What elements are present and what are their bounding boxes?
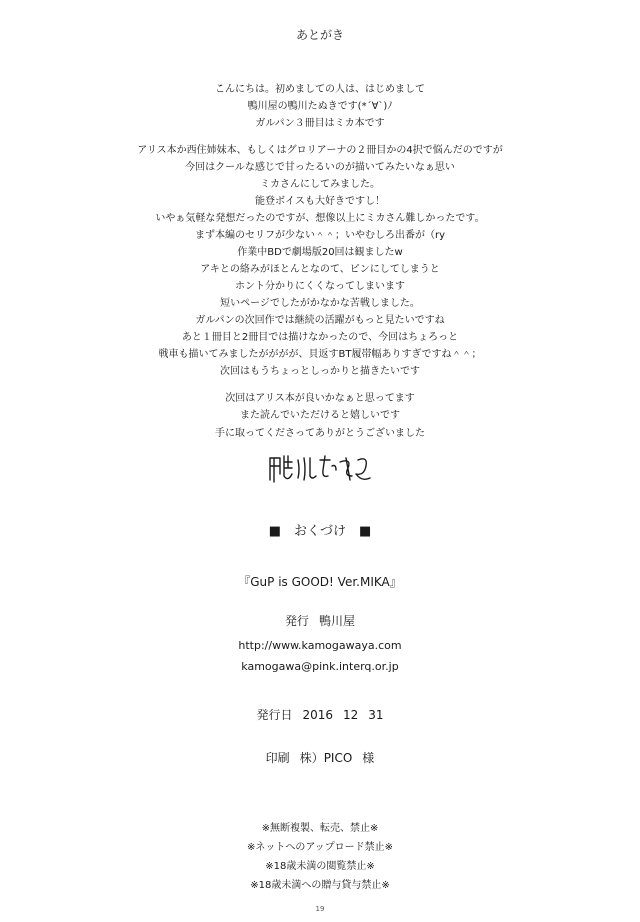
warning-line: ※18歳未満への贈与貸与禁止※	[250, 880, 390, 891]
date-year: 2016	[302, 708, 333, 722]
issue-date-line	[0, 706, 640, 723]
warning-line: ※無断複製、転売、禁止※	[261, 823, 379, 834]
publisher-line	[0, 612, 640, 629]
contact-email: kamogawa@pink.interq.or.jp	[241, 660, 399, 673]
afterword-line: ミカさんにしてみました。	[260, 179, 380, 190]
printer-line	[0, 749, 640, 766]
greeting-line: こんにちは。初めましての人は、はじめまして	[215, 84, 425, 95]
printer-name: 株）PICO	[299, 751, 353, 765]
afterword-title: あとがき	[295, 28, 344, 42]
warning-line: ※18歳未満の閲覧禁止※	[265, 861, 375, 872]
page-number: 19	[315, 905, 325, 913]
book-title: 『GuP is GOOD! Ver.MIKA』	[238, 575, 402, 589]
afterword-line: 今回はクールな感じで甘ったるいのが描いてみたいなぁ思い	[185, 162, 455, 173]
afterword-line: まず本編のセリフが少ない＾＾；いやむしろ出番が（ry	[194, 230, 446, 241]
afterword-line: ガルパンの次回作では継続の活躍がもっと見たいですね	[195, 315, 445, 326]
afterword-line: アリス本か西住姉妹本、もしくはグロリアーナの２冊目かの4択で悩んだのですが	[137, 145, 503, 156]
warning-line: ※ネットへのアップロード禁止※	[246, 842, 394, 853]
colophon-heading: ■ おくづけ ■	[268, 524, 372, 539]
afterword-line: 短いページでしたがかなかな苦戦しました。	[220, 298, 420, 309]
date-day: 31	[368, 708, 384, 722]
signature	[262, 446, 382, 486]
greeting-line: 鴨川屋の鴨川たぬきです(*´∀`)ﾉ	[247, 101, 393, 112]
afterword-line: いやぁ気軽な発想だったのですが、想像以上にミカさん難しかったです。	[155, 213, 485, 224]
afterword-line: 能登ボイスも大好きですし！	[255, 196, 385, 207]
afterword-line: アキとの絡みがほとんとなのて、ピンにしてしまうと	[200, 264, 440, 275]
afterword-line: あと１冊目と2冊目では描けなかったので、今回はちょろっと	[181, 332, 459, 343]
afterword-line: ホント分かりにくくなってしまいます	[235, 281, 405, 292]
publisher-label: 発行	[284, 614, 309, 628]
greeting-line: ガルパン３冊目はミカ本です	[255, 118, 385, 129]
website-url: http://www.kamogawaya.com	[238, 639, 402, 652]
date-label: 発行日	[256, 708, 293, 722]
afterword-line: 戦車も描いてみましたがががが、貝返すBT履帯幅ありすぎですね＾＾；	[158, 349, 482, 360]
next-plan-line: また読んでいただけると嬉しいです	[240, 410, 400, 421]
afterword-line: 次回はもうちょっとしっかりと描きたいです	[220, 366, 420, 377]
publisher-name: 鴨川屋	[319, 614, 356, 628]
printer-label: 印刷	[265, 751, 290, 765]
date-month: 12	[343, 708, 359, 722]
thanks-line: 手に取ってくださってありがとうございました	[215, 428, 425, 439]
printer-suffix: 様	[362, 751, 375, 765]
afterword-line: 作業中BDで劇場版20回は観ましたw	[237, 247, 403, 258]
next-plan-line: 次回はアリス本が良いかなぁと思ってます	[225, 393, 415, 404]
